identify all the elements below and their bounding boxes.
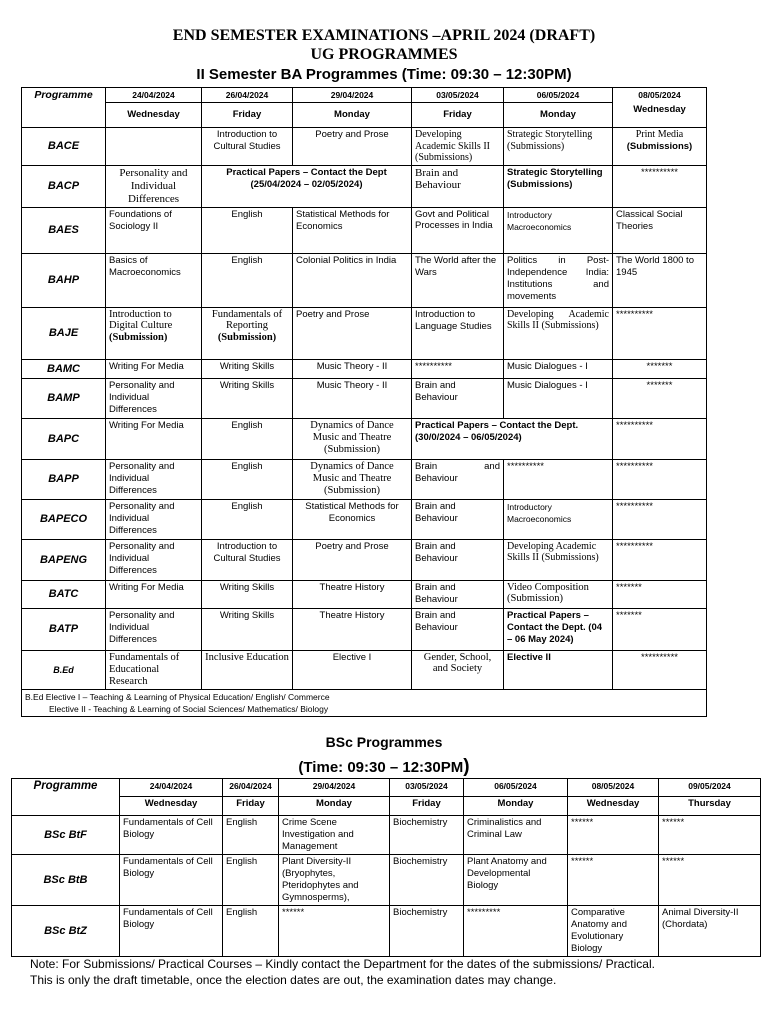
exam-cell: ****** [659,816,761,855]
exam-cell: ********** [613,459,707,499]
programme-code: BAES [22,207,106,253]
programme-code: BAPP [22,459,106,499]
date-header: 06/05/2024 [504,88,613,103]
exam-cell: Elective II [504,650,613,689]
exam-cell: English [223,906,279,957]
table-row [22,128,707,166]
exam-cell: Poetry and Prose [293,307,412,359]
exam-name: Print Media [635,129,684,140]
table-row [22,459,707,499]
exam-cell: English [202,418,293,459]
exam-cell: Writing Skills [202,580,293,608]
day-header: Thursday [659,797,761,816]
elective-line: Elective II - Teaching & Learning of Social Sciences/ Mathematics/ Biology [49,703,329,714]
exam-cell: English [202,207,293,253]
exam-cell: Personality and Individual Differences [106,499,202,539]
exam-cell [106,307,202,359]
exam-cell: Music Dialogues - I [504,359,613,378]
exam-cell: Foundations of Sociology II [106,207,202,253]
exam-cell: Music Theory - II [293,359,412,378]
exam-cell: Statistical Methods for Economics [293,207,412,253]
exam-cell: Dynamics of Dance Music and Theatre (Submission) [293,418,412,459]
exam-cell: Strategic Storytelling (Submissions) [504,128,613,166]
day-header: Friday [223,797,279,816]
exam-cell: Politics in Post-Independence India: Institutions and movements [504,253,613,307]
exam-cell: Developing Academic Skills II (Submissions) [504,539,613,580]
exam-cell: Brain and Behaviour [412,165,504,207]
date-header: 08/05/2024 [568,779,659,797]
exam-cell: Theatre History [293,608,412,650]
day-header: Monday [279,797,390,816]
bsc-section-title: BSc Programmes [325,734,443,750]
exam-cell: Writing Skills [202,608,293,650]
exam-cell: Basics of Macroeconomics [106,253,202,307]
exam-cell: ********** [613,418,707,459]
programme-code: BAJE [22,307,106,359]
exam-cell: Writing For Media [106,359,202,378]
bsc-time-text: (Time: 09:30 – 12:30PM [298,759,464,776]
programme-code: BAMC [22,359,106,378]
programme-code: B.Ed [22,650,106,689]
programme-code: BATC [22,580,106,608]
day-header: Friday [412,103,504,128]
exam-cell: Inclusive Education [202,650,293,689]
draft-disclaimer: This is only the draft timetable, once the election dates are out, the examination dates may change. [30,973,557,987]
exam-cell: Colonial Politics in India [293,253,412,307]
exam-cell: ********** [412,359,504,378]
date-header: 24/04/2024 [106,88,202,103]
exam-cell: Poetry and Prose [293,128,412,166]
exam-cell: Personality and Individual Differences [106,165,202,207]
exam-cell: Writing Skills [202,359,293,378]
exam-note: (Submission) [217,331,277,343]
table-row [22,418,707,459]
exam-cell: Crime Scene Investigation and Management [279,816,390,855]
bsc-section-time [0,756,768,778]
exam-cell: Comparative Anatomy and Evolutionary Biology [568,906,659,957]
day-header: Monday [504,103,613,128]
page-subtitle: UG PROGRAMMES [310,46,458,63]
programme-code: BAPENG [22,539,106,580]
exam-cell: ********** [613,650,707,689]
exam-cell [613,128,707,166]
exam-cell: Gender, School, and Society [412,650,504,689]
day-header: Friday [202,103,293,128]
exam-name: Fundamentals of Reporting [211,308,283,331]
exam-cell: Personality and Individual Differences [106,378,202,418]
date-header: 03/05/2024 [412,88,504,103]
table-row [12,855,761,906]
table-row [12,816,761,855]
table-row [12,906,761,957]
exam-note: (Submissions) [626,140,693,152]
exam-cell: Govt and Political Processes in India [412,207,504,253]
exam-cell: Introductory Macroeconomics [504,207,613,253]
exam-cell: Personality and Individual Differences [106,459,202,499]
programme-code: BSc BtZ [12,906,120,957]
exam-cell: Statistical Methods for Economics [293,499,412,539]
elective-note [22,689,707,716]
table-row [22,207,707,253]
exam-cell: ****** [659,855,761,906]
exam-cell: Brain and Behaviour [412,459,504,499]
exam-cell: Developing Academic Skills II (Submissions) [412,128,504,166]
exam-cell: Animal Diversity-II (Chordata) [659,906,761,957]
table-row [22,359,707,378]
table-row [22,650,707,689]
exam-cell: Poetry and Prose [293,539,412,580]
exam-cell: Fundamentals of Cell Biology [120,816,223,855]
exam-cell: Writing For Media [106,580,202,608]
exam-cell: Plant Diversity-II (Bryophytes, Pteridophytes and Gymnosperms), [279,855,390,906]
programme-code: BAPECO [22,499,106,539]
day-header: Wednesday [613,103,707,128]
exam-cell: English [202,499,293,539]
exam-cell: Personality and Individual Differences [106,608,202,650]
exam-cell: Introduction to Cultural Studies [202,539,293,580]
exam-cell: Practical Papers – Contact the Dept (25/04/2024 – 02/05/2024) [202,165,412,207]
exam-cell: Brain and Behaviour [412,378,504,418]
table-row [22,689,707,716]
table-row [22,307,707,359]
date-header: 29/04/2024 [279,779,390,797]
programme-header: Programme [22,88,106,128]
exam-cell: Criminalistics and Criminal Law [464,816,568,855]
programme-code: BACE [22,128,106,166]
exam-cell: Writing Skills [202,378,293,418]
table-row [22,165,707,207]
exam-cell: Practical Papers – Contact the Dept. (30/0/2024 – 06/05/2024) [412,418,613,459]
exam-cell: ****** [279,906,390,957]
exam-cell: Theatre History [293,580,412,608]
exam-cell: Brain and Behaviour [412,608,504,650]
exam-cell: Plant Anatomy and Developmental Biology [464,855,568,906]
exam-cell: Fundamentals of Cell Biology [120,906,223,957]
exam-cell: ********* [464,906,568,957]
date-header: 03/05/2024 [390,779,464,797]
exam-cell: Biochemistry [390,906,464,957]
programme-code: BAMP [22,378,106,418]
exam-cell: English [223,855,279,906]
exam-cell: ********** [613,539,707,580]
table-row [22,253,707,307]
programme-code: BAPC [22,418,106,459]
exam-cell: The World 1800 to 1945 [613,253,707,307]
exam-cell: Fundamentals of Cell Biology [120,855,223,906]
table-row [22,580,707,608]
programme-code: BATP [22,608,106,650]
exam-cell: ******* [613,359,707,378]
exam-cell: Writing For Media [106,418,202,459]
exam-cell: ********** [613,307,707,359]
ba-section-title: II Semester BA Programmes (Time: 09:30 – 12:30PM) [196,66,572,83]
exam-cell: English [202,253,293,307]
exam-cell: ******* [613,608,707,650]
table-row [22,499,707,539]
exam-cell: ******* [613,378,707,418]
elective-line: B.Ed Elective I – Teaching & Learning of Physical Education/ English/ Commerce [25,691,330,702]
exam-note: (Submission) [109,331,168,343]
exam-cell: Classical Social Theories [613,207,707,253]
submission-note: Note: For Submissions/ Practical Courses – Kindly contact the Department for the dates of the submissions/ Practical. [30,957,655,971]
date-header: 06/05/2024 [464,779,568,797]
exam-cell: Brain and Behaviour [412,580,504,608]
date-header: 29/04/2024 [293,88,412,103]
day-header: Wednesday [120,797,223,816]
exam-cell: Brain and Behaviour [412,499,504,539]
page-title: END SEMESTER EXAMINATIONS –APRIL 2024 (DRAFT) [172,27,596,44]
ba-timetable [21,87,707,717]
day-header: Wednesday [568,797,659,816]
exam-cell: English [202,459,293,499]
programme-header: Programme [12,779,120,816]
programme-code: BSc BtB [12,855,120,906]
bsc-timetable [11,778,761,957]
exam-cell: Developing Academic Skills II (Submissions) [504,307,613,359]
programme-code: BSc BtF [12,816,120,855]
exam-cell: Dynamics of Dance Music and Theatre (Submission) [293,459,412,499]
exam-cell: ********** [504,459,613,499]
exam-cell: Elective I [293,650,412,689]
date-header: 26/04/2024 [202,88,293,103]
exam-cell: Brain and Behaviour [412,539,504,580]
exam-cell: ****** [568,855,659,906]
bsc-time-paren: ) [463,756,470,777]
date-header: 09/05/2024 [659,779,761,797]
exam-cell: Music Dialogues - I [504,378,613,418]
exam-cell: Introductory Macroeconomics [504,499,613,539]
programme-code: BAHP [22,253,106,307]
exam-cell: Fundamentals of Educational Research [106,650,202,689]
exam-cell: Practical Papers – Contact the Dept. (04 – 06 May 2024) [504,608,613,650]
exam-cell: Video Composition (Submission) [504,580,613,608]
exam-cell: ****** [568,816,659,855]
table-row [22,539,707,580]
day-header: Monday [293,103,412,128]
exam-name: Introduction to Digital Culture [109,308,173,331]
day-header: Friday [390,797,464,816]
date-header: 24/04/2024 [120,779,223,797]
table-row [22,608,707,650]
date-header: 26/04/2024 [223,779,279,797]
table-row [22,378,707,418]
exam-cell [106,128,202,166]
exam-cell: Music Theory - II [293,378,412,418]
programme-code: BACP [22,165,106,207]
exam-cell: English [223,816,279,855]
exam-cell: Introduction to Language Studies [412,307,504,359]
day-header: Wednesday [106,103,202,128]
exam-cell: Biochemistry [390,855,464,906]
exam-cell [202,307,293,359]
date-header: 08/05/2024 [613,88,707,103]
exam-cell: ********** [613,165,707,207]
exam-cell: Strategic Storytelling (Submissions) [504,165,613,207]
exam-cell: Biochemistry [390,816,464,855]
exam-cell: ********** [613,499,707,539]
exam-cell: The World after the Wars [412,253,504,307]
exam-cell: Personality and Individual Differences [106,539,202,580]
day-header: Monday [464,797,568,816]
exam-cell: ******* [613,580,707,608]
exam-cell: Introduction to Cultural Studies [202,128,293,166]
